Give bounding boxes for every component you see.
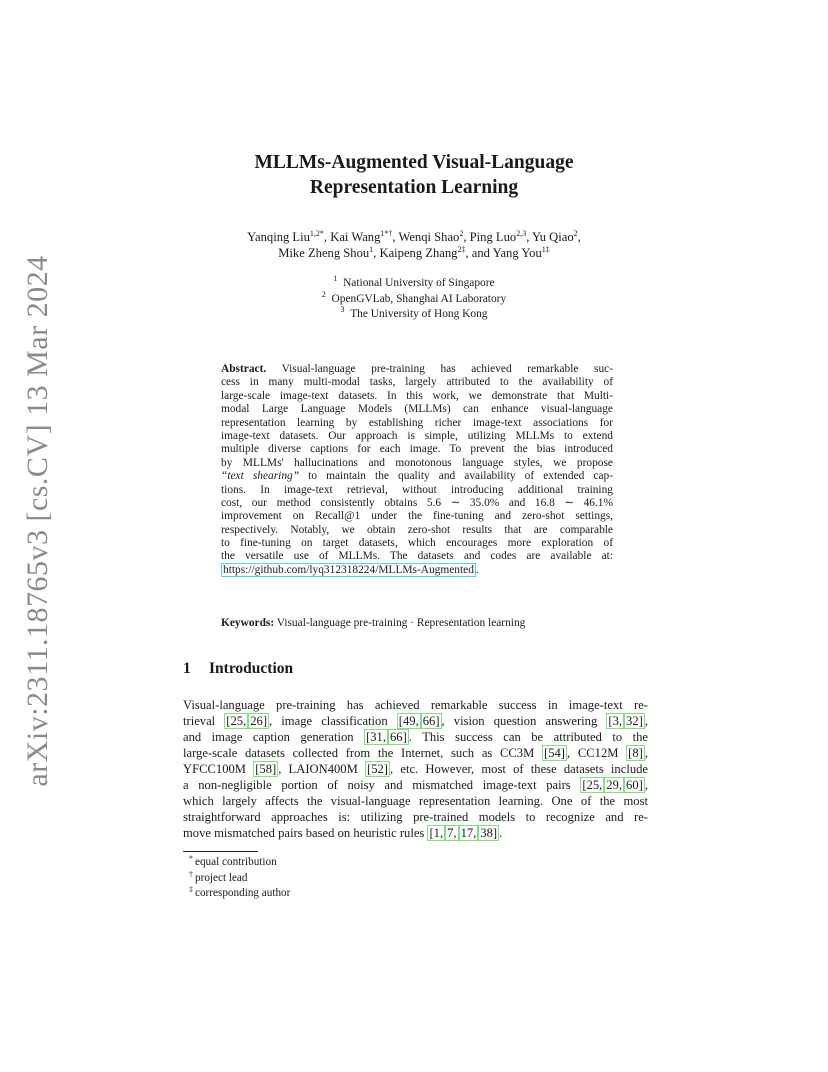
citation-link[interactable]: [54] — [544, 746, 565, 760]
citation-link[interactable]: 66] — [422, 714, 440, 728]
author-affiliation-mark: 1*† — [380, 229, 393, 238]
author-affiliation-mark: 2 — [573, 229, 578, 238]
abstract-text: Visual-language pre-training has achieved remarkable suc- — [266, 363, 613, 375]
citation-link[interactable]: 66] — [390, 730, 407, 744]
abstract-line — [221, 363, 613, 376]
citation-link[interactable]: 17, — [460, 826, 477, 840]
abstract — [221, 363, 613, 577]
section-number: 1 — [183, 660, 191, 677]
abstract-label: Abstract. — [221, 363, 267, 375]
intro-line — [183, 729, 648, 745]
text-shearing-term: “text shearing” — [221, 470, 300, 483]
introduction-paragraph — [183, 697, 648, 841]
citation-link[interactable]: 7, — [447, 826, 457, 840]
section-heading-introduction — [183, 659, 293, 679]
footnote-divider — [183, 851, 258, 852]
footnotes — [183, 855, 290, 902]
intro-text: , LAION400M — [278, 762, 366, 776]
arxiv-identifier-stamp: arXiv:2311.18765v3 [cs.CV] 13 Mar 2024 — [21, 255, 54, 787]
affiliation-name: OpenGVLab, Shanghai AI Laboratory — [331, 292, 507, 305]
intro-line: which largely affects the visual-language representation learning. One of the most — [183, 794, 648, 808]
citation-link[interactable]: [25, — [582, 778, 603, 792]
author-name: Yanqing Liu — [247, 230, 310, 244]
intro-text: , CC12M — [567, 746, 627, 760]
abstract-line: representation learning by establishing richer image-text associations for — [221, 416, 613, 429]
abstract-text: . — [475, 563, 479, 576]
author-name: , Kaipeng Zhang — [373, 246, 458, 260]
section-title: Introduction — [209, 660, 294, 677]
affiliation-item — [150, 307, 678, 323]
author-name: , Wenqi Shao — [392, 230, 460, 244]
author-name: Mike Zheng Shou — [278, 246, 370, 260]
intro-text: , etc. However, most of these datasets include — [390, 762, 649, 776]
intro-text: large-scale datasets collected from the Internet, such as CC3M — [183, 746, 543, 760]
citation-link[interactable]: [52] — [367, 762, 388, 776]
intro-line: Visual-language pre-training has achieved remarkable success in image-text re- — [183, 698, 648, 712]
author-line-2 — [150, 245, 678, 261]
abstract-text: to maintain the quality and availability of extended cap- — [299, 470, 614, 483]
intro-line — [183, 825, 648, 841]
citation-link[interactable]: 60] — [626, 778, 643, 792]
intro-line — [183, 745, 648, 761]
intro-text: and image caption generation — [183, 730, 365, 744]
paper-title — [150, 150, 678, 200]
abstract-line: by MLLMs' hallucinations and monotonous language styles, we propose — [221, 456, 613, 469]
author-list — [150, 229, 678, 261]
intro-text: a non-negligible portion of noisy and mismatched image-text pairs — [183, 778, 581, 792]
intro-line — [183, 777, 648, 793]
author-line-1 — [150, 229, 678, 245]
affiliation-name: National University of Singapore — [343, 277, 495, 289]
footnote-item: * equal contribution — [189, 854, 277, 868]
abstract-line: large-scale image-text datasets. In this work, we demonstrate that Multi- — [221, 389, 613, 402]
intro-text: , — [644, 746, 648, 760]
intro-text: , — [644, 714, 648, 728]
author-affiliation-mark: 2,3 — [516, 229, 527, 238]
abstract-line: modal Large Language Models (MLLMs) can enhance visual-language — [221, 403, 613, 416]
affiliation-number: 2 — [321, 289, 326, 299]
intro-line — [183, 713, 648, 729]
github-repo-link[interactable]: https://github.com/lyq312318224/MLLMs-Augmented — [223, 563, 474, 576]
affiliation-number: 1 — [333, 274, 338, 283]
abstract-line: image-text datasets. Our approach is simple, utilizing MLLMs to extend — [221, 429, 613, 442]
affiliation-list — [150, 276, 678, 323]
abstract-line: to fine-tuning on target datasets, which encourages more exploration of — [221, 537, 613, 550]
author-separator: , — [577, 230, 581, 244]
citation-link[interactable]: [8] — [628, 746, 643, 760]
citation-link[interactable]: [31, — [366, 730, 386, 744]
abstract-line: tions. In image-text retrieval, without introducing additional training — [221, 483, 613, 496]
footnote-text: project lead — [195, 871, 248, 884]
abstract-line: cess in many multi-modal tasks, largely attributed to the availability of — [221, 376, 613, 389]
abstract-line: cost, our method consistently obtains 5.6 ∼ 35.0% and 16.8 ∼ 46.1% — [221, 496, 613, 509]
keywords-label: Keywords: — [221, 617, 275, 629]
intro-line — [183, 761, 648, 777]
citation-link[interactable]: 32] — [626, 714, 643, 728]
footnote-text: equal contribution — [195, 856, 277, 868]
affiliation-item — [150, 276, 678, 292]
abstract-line: multiple diverse captions for each image. To prevent the bias introduced — [221, 443, 613, 456]
keywords-text: Visual-language pre-training · Representation learning — [274, 617, 526, 629]
author-name: , Kai Wang — [323, 230, 381, 244]
intro-text: , — [644, 778, 648, 792]
abstract-line: respectively. Notably, we obtain zero-shot results that are comparable — [221, 523, 613, 536]
author-affiliation-mark: 2‡ — [457, 245, 466, 254]
citation-link[interactable]: 29, — [606, 778, 623, 792]
abstract-line — [221, 564, 613, 577]
footnote-item: † project lead — [189, 869, 248, 884]
affiliation-item — [150, 289, 678, 308]
title-line-2: Representation Learning — [309, 177, 519, 198]
author-affiliation-mark: 1‡ — [541, 245, 550, 254]
author-affiliation-mark: 1 — [369, 245, 374, 254]
citation-link[interactable]: [1, — [429, 826, 444, 840]
footnote-item: ‡ corresponding author — [189, 885, 291, 900]
intro-line: straightforward approaches is: utilizing pre-trained models to recognize and re- — [183, 810, 648, 824]
citation-link[interactable]: [25, — [226, 714, 247, 728]
author-name: , and Yang You — [465, 246, 542, 260]
affiliation-name: The University of Hong Kong — [350, 308, 488, 320]
intro-text: , image classification — [269, 714, 397, 728]
author-name: , Yu Qiao — [526, 230, 574, 244]
citation-link[interactable]: [49, — [398, 714, 419, 728]
citation-link[interactable]: [58] — [255, 762, 277, 776]
author-affiliation-mark: 2 — [459, 229, 464, 238]
title-line-1: MLLMs-Augmented Visual-Language — [254, 152, 574, 173]
intro-text: . — [499, 826, 503, 840]
intro-text: trieval — [183, 714, 225, 728]
affiliation-number: 3 — [340, 305, 345, 314]
author-affiliation-mark: 1,2* — [309, 229, 324, 238]
intro-text: , vision question answering — [441, 714, 607, 728]
intro-text: YFCC100M — [183, 762, 254, 776]
intro-text: . This success can be attributed to the — [408, 730, 648, 744]
author-name: , Ping Luo — [463, 230, 517, 244]
abstract-line: the versatile use of MLLMs. The datasets and codes are available at: — [221, 550, 613, 563]
abstract-line — [221, 470, 613, 483]
keywords — [221, 616, 613, 630]
citation-link[interactable]: 26] — [250, 714, 268, 728]
intro-text: move mismatched pairs based on heuristic rules — [183, 826, 428, 840]
citation-link[interactable]: [3, — [608, 714, 623, 728]
citation-link[interactable]: 38] — [480, 826, 498, 840]
footnote-text: corresponding author — [195, 887, 291, 900]
abstract-line: improvement on Recall@1 under the fine-tuning and zero-shot settings, — [221, 510, 613, 523]
